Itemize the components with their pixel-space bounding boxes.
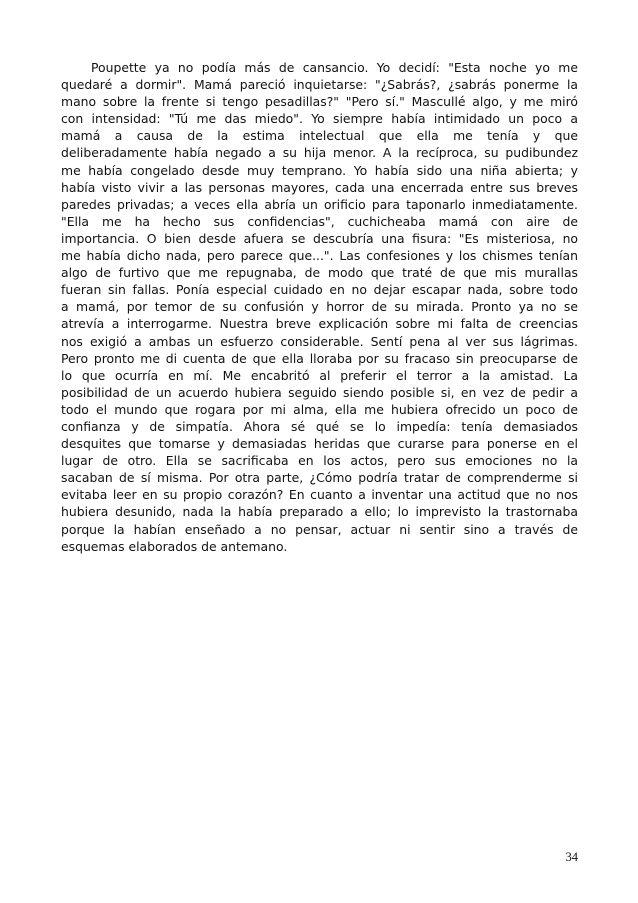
text-line: evitaba leer en su propio corazón? En cuanto a inventar una actitud que no nos — [61, 487, 578, 503]
text-line: porque la habían enseñado a no pensar, actuar ni sentir sino a través de — [61, 521, 578, 537]
text-line: atrevía a interrogarme. Nuestra breve explicación sobre mi falta de creencias — [61, 316, 578, 332]
text-line: me había dicho nada, pero parece que...". Las confesiones y los chismes tenían — [61, 248, 578, 264]
text-line: Poupette ya no podía más de cansancio. Yo decidí: "Esta noche yo me — [91, 60, 578, 75]
text-line: sacaban de sí misma. Por otra parte, ¿Cómo podría tratar de comprenderme si — [61, 470, 578, 486]
text-line: algo de furtivo que me repugnaba, de modo que traté de que mis murallas — [61, 265, 578, 281]
text-line: quedaré a dormir". Mamá pareció inquietarse: "¿Sabrás?, ¿sabrás ponerme la — [61, 77, 578, 93]
text-line: desquites que tomarse y demasiadas heridas que curarse para ponerse en el — [61, 436, 578, 452]
text-line: lugar de otro. Ella se sacrificaba en los actos, pero sus emociones no la — [61, 453, 578, 469]
text-line: posibilidad de un acuerdo hubiera seguido siendo posible si, en vez de pedir a — [61, 384, 578, 400]
text-line: a mamá, por temor de su confusión y horror de su mirada. Pronto ya no se — [61, 299, 578, 315]
text-line: había visto vivir a las personas mayores, cada una encerrada entre sus breves — [61, 179, 578, 195]
text-line: esquemas elaborados de antemano. — [61, 538, 288, 554]
body-paragraph — [61, 59, 578, 555]
text-line: me había congelado desde muy temprano. Yo había sido una niña abierta; y — [61, 162, 578, 178]
text-line: importancia. O bien desde afuera se descubría una fisura: "Es misteriosa, no — [61, 230, 578, 246]
text-line: Pero pronto me di cuenta de que ella lloraba por su fracaso sin preocuparse de — [61, 350, 578, 366]
text-line: hubiera desunido, nada la había preparado a ello; lo imprevisto la trastornaba — [61, 504, 578, 520]
text-line: lo que ocurría en mí. Me encabritó al preferir el terror a la amistad. La — [61, 367, 578, 383]
page-number: 34 — [565, 850, 578, 864]
text-line: deliberadamente había negado a su hija menor. A la recíproca, su pudibundez — [61, 145, 578, 161]
text-line: con intensidad: "Tú me das miedo". Yo siempre había intimidado un poco a — [61, 111, 578, 127]
text-line: fueran sin fallas. Ponía especial cuidado en no dejar escapar nada, sobre todo — [61, 282, 578, 298]
text-line: paredes privadas; a veces ella abría un orificio para taponarlo inmediatamente. — [61, 196, 578, 212]
text-line: mamá a causa de la estima intelectual que ella me tenía y que — [61, 128, 578, 144]
text-line: confianza y de simpatía. Ahora sé qué se lo impedía: tenía demasiados — [61, 418, 578, 434]
text-line: "Ella me ha hecho sus confidencias", cuchicheaba mamá con aire de — [61, 213, 578, 229]
text-line: mano sobre la frente si tengo pesadillas?" "Pero sí." Mascullé algo, y me miró — [61, 94, 578, 110]
text-line: nos exigió a ambas un esfuerzo considerable. Sentí pena al ver sus lágrimas. — [61, 333, 578, 349]
text-line: todo el mundo que rogara por mi alma, ella me hubiera ofrecido un poco de — [61, 401, 578, 417]
